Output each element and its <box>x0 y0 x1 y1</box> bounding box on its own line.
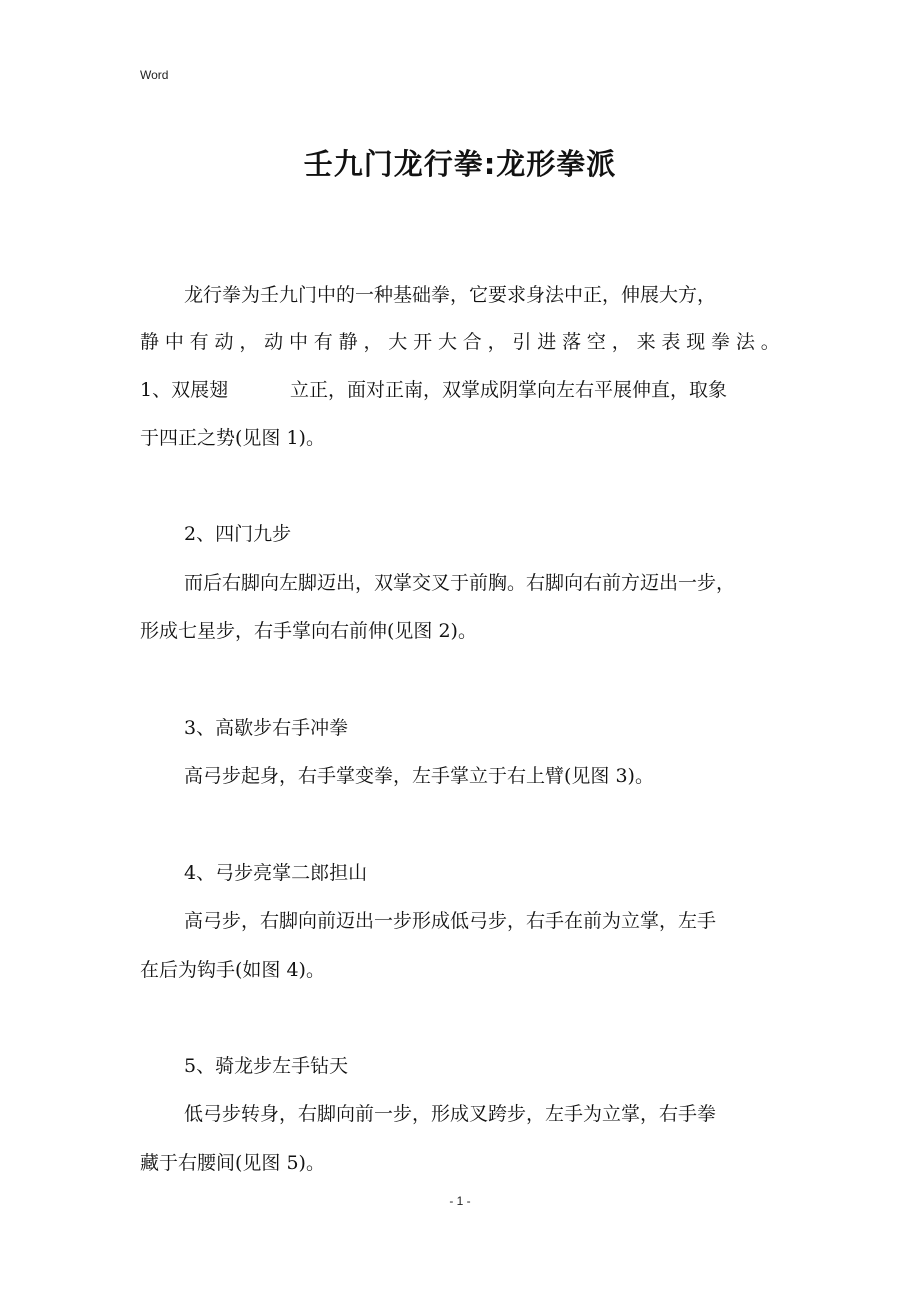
intro-line-2 <box>140 330 780 354</box>
header-label: Word <box>140 68 169 82</box>
move-5-text-line-1: 低弓步转身，右脚向前一步，形成叉跨步，左手为立掌，右手拳 <box>184 1103 717 1125</box>
move-2-heading: 2、四门九步 <box>184 523 292 545</box>
intro-line-2-char: 动 <box>214 331 234 353</box>
page-number: - 1 - <box>449 1194 471 1208</box>
move-5-text-line-2: 藏于右腰间(见图 5)。 <box>140 1152 325 1174</box>
intro-line-2-char: 表 <box>661 331 681 353</box>
move-4-text-line-2: 在后为钩手(如图 4)。 <box>140 959 325 981</box>
intro-line-2-char: 静 <box>140 331 160 353</box>
intro-line-2-char: 合 <box>462 331 482 353</box>
intro-line-2-char: 中 <box>288 331 308 353</box>
intro-line-2-char: 大 <box>437 331 457 353</box>
intro-line-2-char: 静 <box>338 331 358 353</box>
move-5-heading: 5、骑龙步左手钻天 <box>184 1055 349 1077</box>
intro-line-2-char: 空 <box>586 331 606 353</box>
move-2-text-line-1: 而后右脚向左脚迈出，双掌交叉于前胸。右脚向右前方迈出一步， <box>184 572 736 594</box>
intro-line-2-char: 中 <box>164 331 184 353</box>
intro-line-2-char: 动 <box>264 331 284 353</box>
intro-line-2-char: ， <box>487 331 507 353</box>
intro-line-2-char: 有 <box>189 331 209 353</box>
intro-line-2-char: 法 <box>735 331 755 353</box>
move-3-text-line-1: 高弓步起身，右手掌变拳，左手掌立于右上臂(见图 3)。 <box>184 765 654 787</box>
move-1-heading: 1、双展翅 <box>140 379 229 401</box>
intro-line-2-char: 引 <box>512 331 532 353</box>
move-1-text-line-2: 于四正之势(见图 1)。 <box>140 427 325 449</box>
move-4-text-line-1: 高弓步，右脚向前迈出一步形成低弓步，右手在前为立掌，左手 <box>184 910 717 932</box>
intro-line-2-char: 落 <box>562 331 582 353</box>
document-title: 壬九门龙行拳:龙形拳派 <box>303 147 617 181</box>
move-1-text-line-1: 立正，面对正南，双掌成阴掌向左右平展伸直，取象 <box>290 379 728 401</box>
intro-line-2-char: ， <box>239 331 259 353</box>
intro-line-2-char: 进 <box>537 331 557 353</box>
intro-line-2-char: 有 <box>313 331 333 353</box>
intro-line-2-char: ， <box>363 331 383 353</box>
intro-line-1: 龙行拳为壬九门中的一种基础拳，它要求身法中正，伸展大方， <box>184 284 717 306</box>
move-3-heading: 3、高歇步右手冲拳 <box>184 717 349 739</box>
intro-line-2-char: 拳 <box>711 331 731 353</box>
move-2-text-line-2: 形成七星步，右手掌向右前伸(见图 2)。 <box>140 620 477 642</box>
intro-line-2-char: 大 <box>388 331 408 353</box>
intro-line-2-char: 来 <box>636 331 656 353</box>
intro-line-2-char: 。 <box>760 331 780 353</box>
intro-line-2-char: 现 <box>686 331 706 353</box>
intro-line-2-char: 开 <box>413 331 433 353</box>
intro-line-2-char: ， <box>611 331 631 353</box>
move-4-heading: 4、弓步亮掌二郎担山 <box>184 862 368 884</box>
